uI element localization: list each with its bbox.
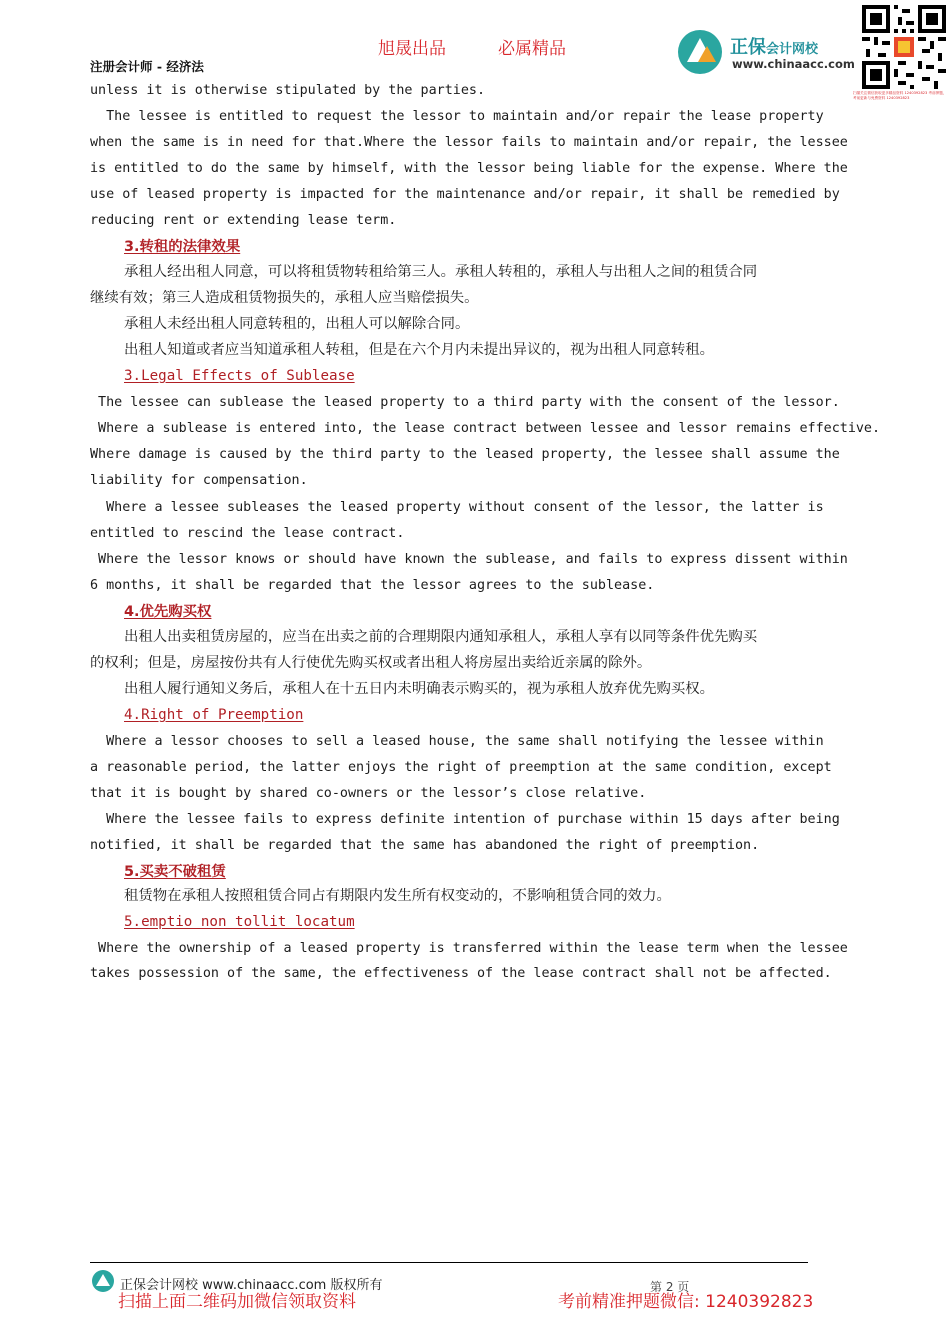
paragraph-line: liability for compensation. <box>90 473 308 488</box>
paragraph-line: Where a sublease is entered into, the lease contract between lessee and lessor remains effective. <box>90 421 881 436</box>
paragraph-line: takes possession of the same, the effectiveness of the lease contract shall not be affected. <box>90 966 832 981</box>
paragraph-line: when the same is in need for that.Where the lessor fails to maintain and/or repair, the lessee <box>90 135 848 150</box>
paragraph-line-zh: 的权利；但是，房屋按份共有人行使优先购买权或者出租人将房屋出卖给近亲属的除外。 <box>90 655 652 671</box>
paragraph-line: The lessee is entitled to request the lessor to maintain and/or repair the lease property <box>90 109 824 124</box>
qr-note: 扫描关注微信获取更多精品资料 1240392823 考前押题，考前更新与免费资料 1240392823 <box>853 91 947 100</box>
paragraph-line-zh: 租赁物在承租人按照租赁合同占有期限内发生所有权变动的，不影响租赁合同的效力。 <box>124 888 671 904</box>
brand-logo[interactable] <box>678 30 858 78</box>
paragraph-line: Where the lessor knows or should have known the sublease, and fails to express dissent within <box>90 552 848 567</box>
section-heading-en: 4.Right of Preemption <box>124 707 304 723</box>
paragraph-line: reducing rent or extending lease term. <box>90 213 397 228</box>
qr-code-icon[interactable] <box>862 5 946 89</box>
footer-copyright: 正保会计网校 www.chinaacc.com 版权所有 <box>120 1278 383 1293</box>
paragraph-line-zh: 出租人履行通知义务后，承租人在十五日内未明确表示购买的，视为承租人放弃优先购买权。 <box>124 681 715 697</box>
paragraph-line: a reasonable period, the latter enjoys the right of preemption at the same condition, except <box>90 760 832 775</box>
footer-divider <box>90 1262 808 1263</box>
paragraph-line-zh: 出租人知道或者应当知道承租人转租，但是在六个月内未提出异议的，视为出租人同意转租。 <box>124 342 715 358</box>
paragraph-line: Where a lessor chooses to sell a leased house, the same shall notifying the lessee within <box>90 734 824 749</box>
paragraph-line-zh: 出租人出卖租赁房屋的，应当在出卖之前的合理期限内通知承租人，承租人享有以同等条件优先购买 <box>124 629 758 645</box>
logo-subname: 会计网校 <box>766 42 819 57</box>
paragraph-line: Where the lessee fails to express definite intention of purchase within 15 days after being <box>90 812 840 827</box>
paragraph-line: Where the ownership of a leased property is transferred within the lease term when the lessee <box>90 941 848 956</box>
logo-url: www.chinaacc.com <box>732 57 855 71</box>
section-heading-en: 5.emptio non tollit locatum <box>124 914 355 930</box>
paragraph-line: The lessee can sublease the leased property to a third party with the consent of the lessor. <box>90 395 840 410</box>
paragraph-line: Where a lessee subleases the leased property without consent of the lessor, the latter is <box>90 500 824 515</box>
paragraph-line: 6 months, it shall be regarded that the lessor agrees to the sublease. <box>90 578 655 593</box>
paragraph-line: notified, it shall be regarded that the same has abandoned the right of preemption. <box>90 838 760 853</box>
paragraph-line: Where damage is caused by the third party to the leased property, the lessee shall assume the <box>90 447 840 462</box>
section-heading-zh: 4.优先购买权 <box>124 604 212 620</box>
slogan-left: 旭晟出品 <box>378 39 446 59</box>
footer-wechat-note: 扫描上面二维码加微信领取资料 <box>118 1292 356 1312</box>
section-heading-zh: 3.转租的法律效果 <box>124 239 241 255</box>
logo-name: 正保 <box>730 37 766 58</box>
paragraph-line-zh: 承租人经出租人同意，可以将租赁物转租给第三人。承租人转租的，承租人与出租人之间的租赁合同 <box>124 264 758 280</box>
paragraph-line: unless it is otherwise stipulated by the parties. <box>90 83 486 98</box>
paragraph-line: use of leased property is impacted for the maintenance and/or repair, it shall be remedied by <box>90 187 840 202</box>
footer-wechat-id: 考前精准押题微信: 1240392823 <box>558 1292 814 1312</box>
slogan-right: 必属精品 <box>498 39 566 59</box>
section-heading-zh: 5.买卖不破租赁 <box>124 864 226 880</box>
section-heading-en: 3.Legal Effects of Sublease <box>124 368 355 384</box>
page-number: 第 2 页 <box>650 1280 690 1294</box>
footer-logo-icon <box>92 1270 114 1292</box>
paragraph-line: entitled to rescind the lease contract. <box>90 526 405 541</box>
logo-icon <box>678 30 722 74</box>
paragraph-line: is entitled to do the same by himself, with the lessor being liable for the expense. Where the <box>90 161 848 176</box>
paragraph-line: that it is bought by shared co-owners or the lessor’s close relative. <box>90 786 647 801</box>
paragraph-line-zh: 继续有效；第三人造成租赁物损失的，承租人应当赔偿损失。 <box>90 290 479 306</box>
course-title: 注册会计师 - 经济法 <box>90 59 204 74</box>
paragraph-line-zh: 承租人未经出租人同意转租的，出租人可以解除合同。 <box>124 316 470 332</box>
